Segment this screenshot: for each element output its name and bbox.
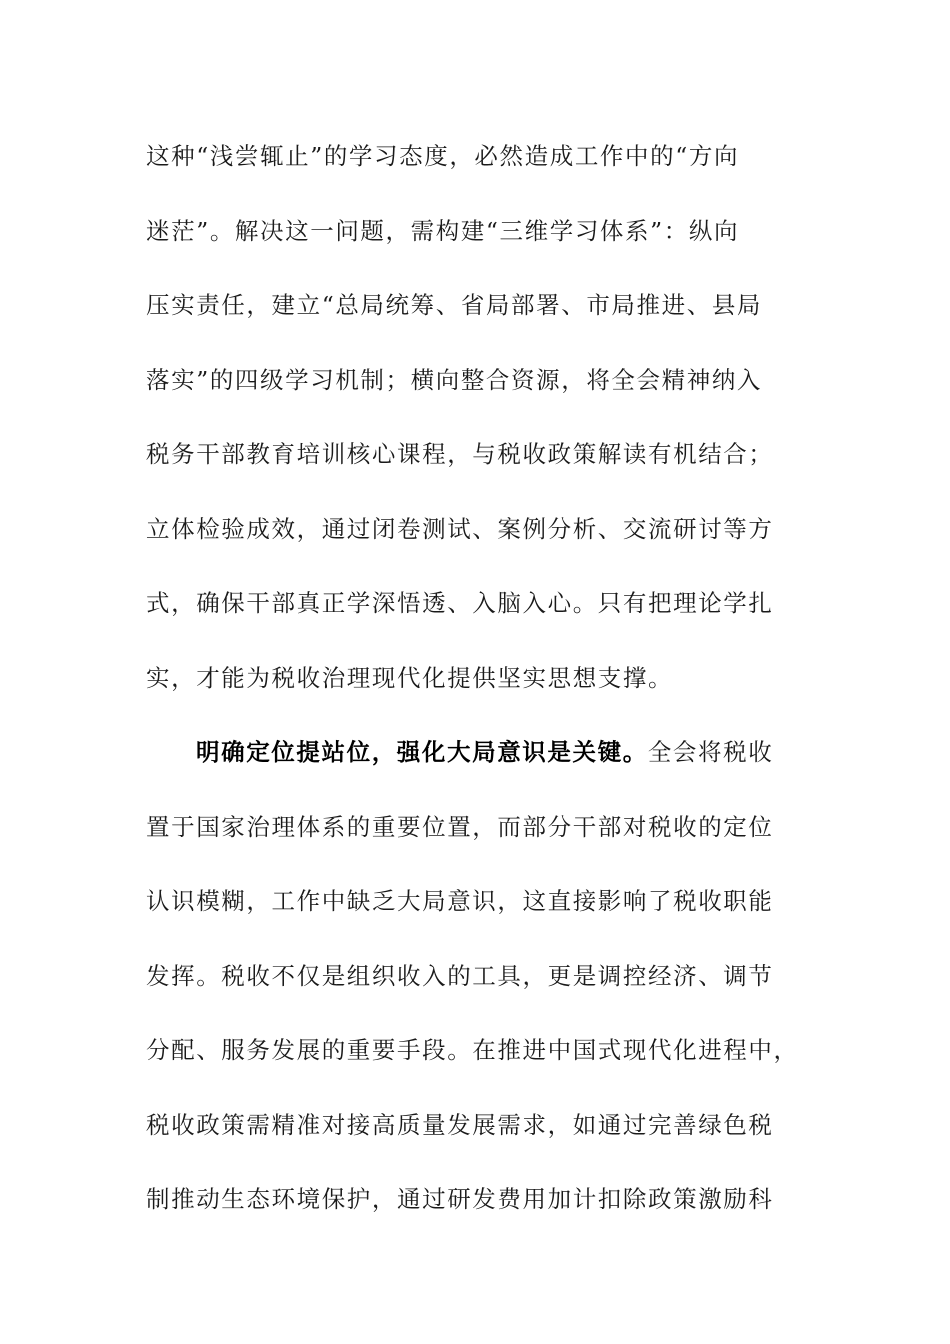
paragraph-1-line: 立体检验成效，通过闭卷测试、案例分析、交流研讨等方	[146, 514, 774, 543]
paragraph-2-line: 发挥。税收不仅是组织收入的工具，更是调控经济、调节	[146, 961, 774, 990]
paragraph-1-line: 税务干部教育培训核心课程，与税收政策解读有机结合；	[146, 440, 774, 468]
paragraph-2-first-line	[146, 715, 806, 790]
paragraph-2-line: 认识模糊，工作中缺乏大局意识，这直接影响了税收职能	[146, 887, 774, 915]
paragraph-2-line: 置于国家治理体系的重要位置，而部分干部对税收的定位	[146, 812, 774, 841]
paragraph-1-line: 迷茫”。解决这一问题，需构建“三维学习体系”：纵向	[146, 216, 740, 245]
paragraph-1-line: 落实”的四级学习机制；横向整合资源，将全会精神纳入	[146, 365, 763, 394]
paragraph-2-line: 分配、服务发展的重要手段。在推进中国式现代化进程中，	[146, 1036, 799, 1064]
paragraph-2-line: 税收政策需精准对接高质量发展需求，如通过完善绿色税	[146, 1110, 774, 1139]
paragraph-1-line: 这种“浅尝辄止”的学习态度，必然造成工作中的“方向	[146, 142, 740, 170]
paragraph-1-line: 压实责任，建立“总局统筹、省局部署、市局推进、县局	[146, 291, 763, 319]
paragraph-2-heading: 明确定位提站位，强化大局意识是关键。	[196, 738, 648, 766]
paragraph-2-first-line-rest: 全会将税收	[647, 738, 774, 766]
document-body	[146, 119, 806, 1237]
paragraph-1-line: 式，确保干部真正学深悟透、入脑入心。只有把理论学扎	[146, 589, 774, 617]
paragraph-2-line: 制推动生态环境保护，通过研发费用加计扣除政策激励科	[146, 1185, 774, 1213]
paragraph-1-line: 实，才能为税收治理现代化提供坚实思想支撑。	[146, 663, 674, 692]
